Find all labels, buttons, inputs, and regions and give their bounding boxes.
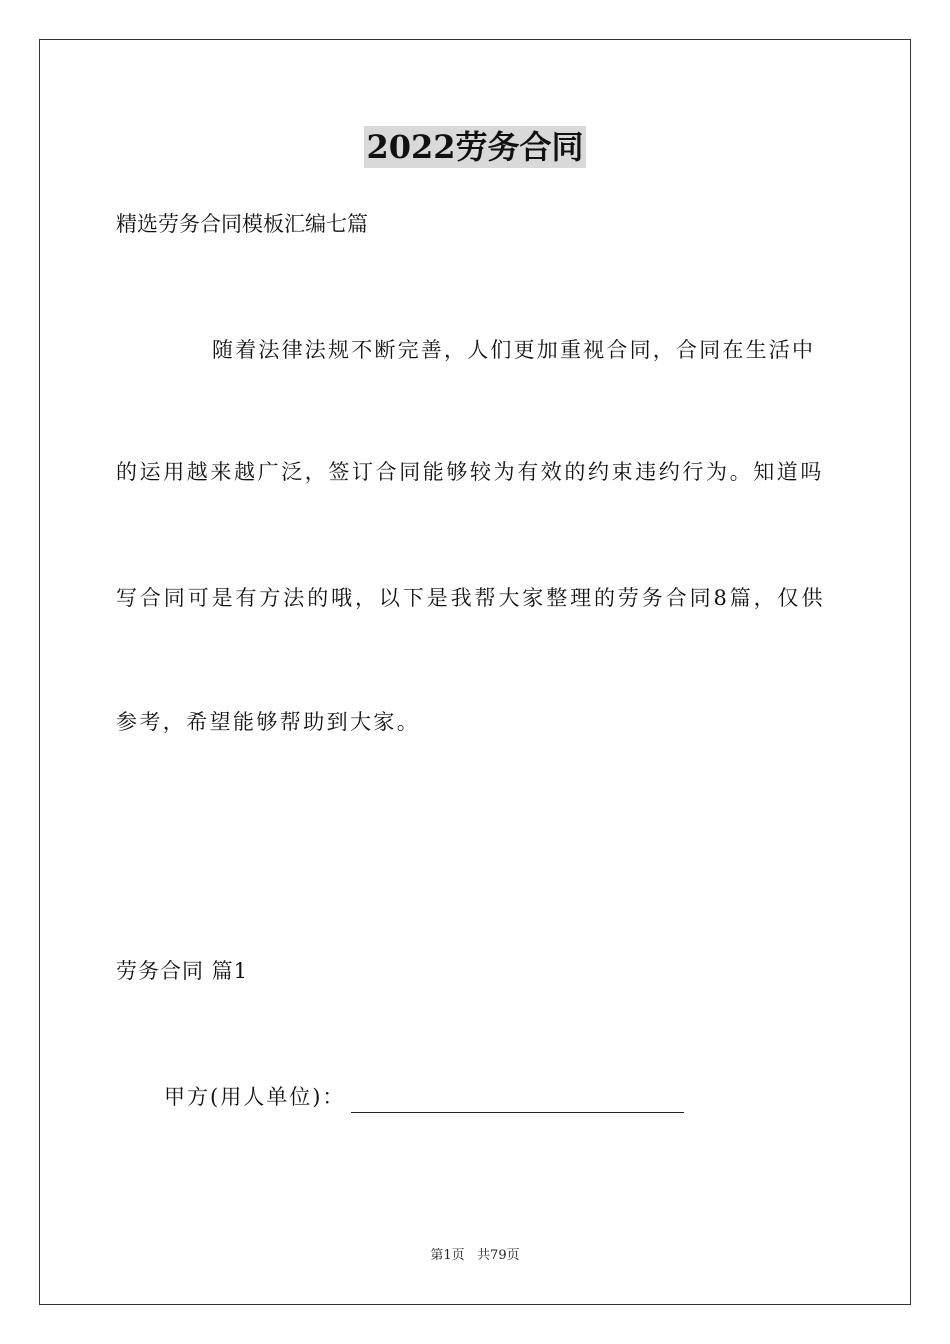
party-a-row bbox=[164, 1081, 684, 1113]
page-number-text: 第1页 共79页 bbox=[430, 1248, 520, 1263]
intro-paragraph-line-1: 随着法律法规不断完善，人们更加重视合同，合同在生活中 bbox=[212, 338, 816, 362]
intro-paragraph-line-2: 的运用越来越广泛，签订合同能够较为有效的约束违约行为。知道吗 bbox=[116, 460, 824, 484]
party-a-label: 甲方(用人单位)： bbox=[164, 1085, 346, 1109]
title-container bbox=[0, 126, 950, 168]
document-subtitle: 精选劳务合同模板汇编七篇 bbox=[116, 212, 368, 236]
intro-paragraph-line-4: 参考，希望能够帮助到大家。 bbox=[116, 710, 421, 734]
section-heading: 劳务合同 篇1 bbox=[116, 959, 249, 983]
intro-paragraph-line-3: 写合同可是有方法的哦，以下是我帮大家整理的劳务合同8篇，仅供 bbox=[116, 586, 826, 610]
page-footer bbox=[0, 1247, 950, 1265]
document-title: 2022劳务合同 bbox=[366, 128, 584, 166]
party-a-blank-line bbox=[351, 1088, 684, 1113]
